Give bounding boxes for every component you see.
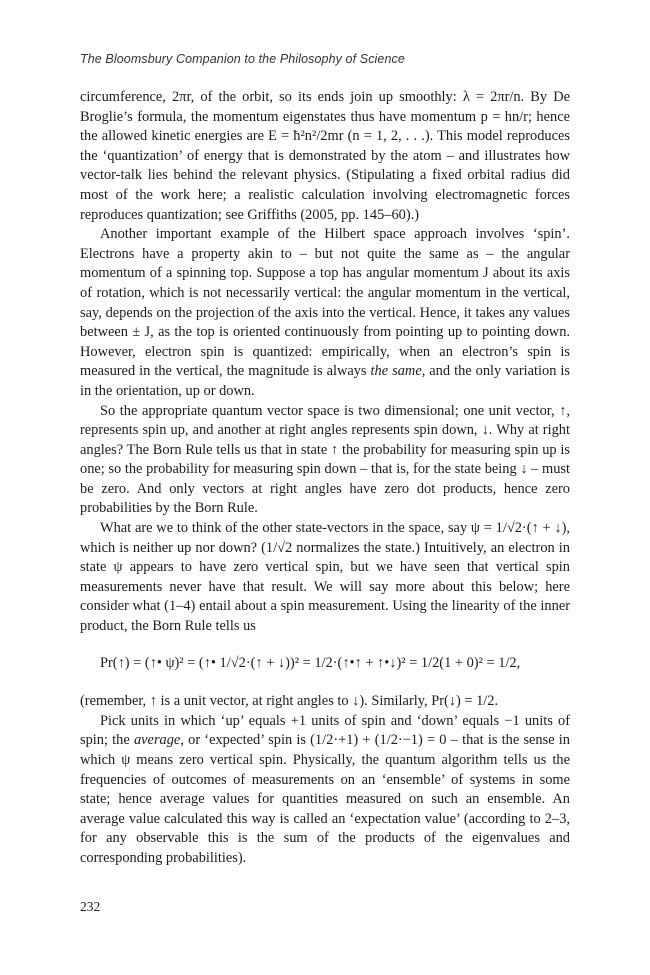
paragraph-spin-introduction xyxy=(80,225,570,401)
paragraph-remember: (remember, ↑ is a unit vector, at right angles to ↓). Similarly, Pr(↓) = 1/2. xyxy=(80,693,499,710)
running-head: The Bloomsbury Companion to the Philosophy of Science xyxy=(80,52,405,66)
paragraph-expectation-value xyxy=(80,712,570,869)
body-text xyxy=(80,88,570,869)
page-number: 232 xyxy=(80,899,101,914)
paragraph-expectation-text-end: , or ‘expected’ spin is (1/2·+1) + (1/2·−1) = 0 – that is the sense in which ψ means zero vertical spin. Physically, the quantum algorithm tells us the frequencies of outcomes of measurements on an ‘ensemble’ of systems in some state; hence average values for quantities measured on such an ensemble. An average value calculated this way is called an ‘expectation value’ (according to 2–3, for any observable this is the sum of the products of the eigenvalues and corresponding probabilities). xyxy=(80,732,571,866)
paragraph-spin-text-end: , and the only variation is in the orientation, up or down. xyxy=(80,363,570,399)
paragraph-orbit-quantization: circumference, 2πr, of the orbit, so its ends join up smoothly: λ = 2πr/n. By De Broglie’s formula, the momentum eigenstates thus have momentum p = hn/r; hence the allowed kinetic energies are E = ħ²n²/2mr (n = 1, 2, . . .). This model reproduces the ‘quantization’ of energy that is demonstrated by the atom – and illustrates how vector-talk lies behind the relevant physics. (Stipulating a fixed orbital radius did most of the work here; a realistic calculation involving electromagnetic forces reproduces quantization; see Griffiths (2005, pp. 145–60).) xyxy=(80,89,570,223)
paragraph-spin-text-start: Another important example of the Hilbert space approach involves ‘spin’. Electrons have a property akin to – but not quite the same as – the angular momentum of a spinning top. Suppose a top has angular momentum J about its axis of rotation, which is not necessarily vertical: the angular momentum in the vertical, say, depends on the projection of the axis into the vertical. Hence, it takes any values between ± J, as the top is oriented continuously from pointing up to pointing down. However, electron spin is quantized: empirically, when an electron’s spin is measured in the vertical, the magnitude is always xyxy=(80,226,570,380)
paragraph-expectation-text-start: Pick units in which ‘up’ equals +1 units of spin and ‘down’ equals −1 units of spin; the xyxy=(80,712,570,749)
paragraph-state-vectors: What are we to think of the other state-vectors in the space, say ψ = 1/√2·(↑ + ↓), which is neither up nor down? (1/√2 normalizes the state.) Intuitively, an electron in state ψ appears to have zero vertical spin, but we have seen that vertical spin measurements never have that result. We will say more about this below; here consider what (1–4) entail about a spin measurement. Using the linearity of the inner product, the Born Rule tells us xyxy=(80,520,570,635)
born-rule-equation: Pr(↑) = (↑• ψ)² = (↑• 1/√2·(↑ + ↓))² = 1/2·(↑•↑ + ↑•↓)² = 1/2(1 + 0)² = 1/2, xyxy=(100,654,521,671)
emphasis-the-same: the same xyxy=(370,363,422,380)
paragraph-vector-space: So the appropriate quantum vector space is two dimensional; one unit vector, ↑, represents spin up, and another at right angles represents spin down, ↓. Why at right angles? The Born Rule tells us that in state ↑ the probability for measuring spin up is one; so the probability for measuring spin down – that is, for the state being ↓ – must be zero. And only vectors at right angles have zero dot products, hence zero probabilities by the Born Rule. xyxy=(80,402,570,517)
emphasis-average: average xyxy=(133,732,181,749)
